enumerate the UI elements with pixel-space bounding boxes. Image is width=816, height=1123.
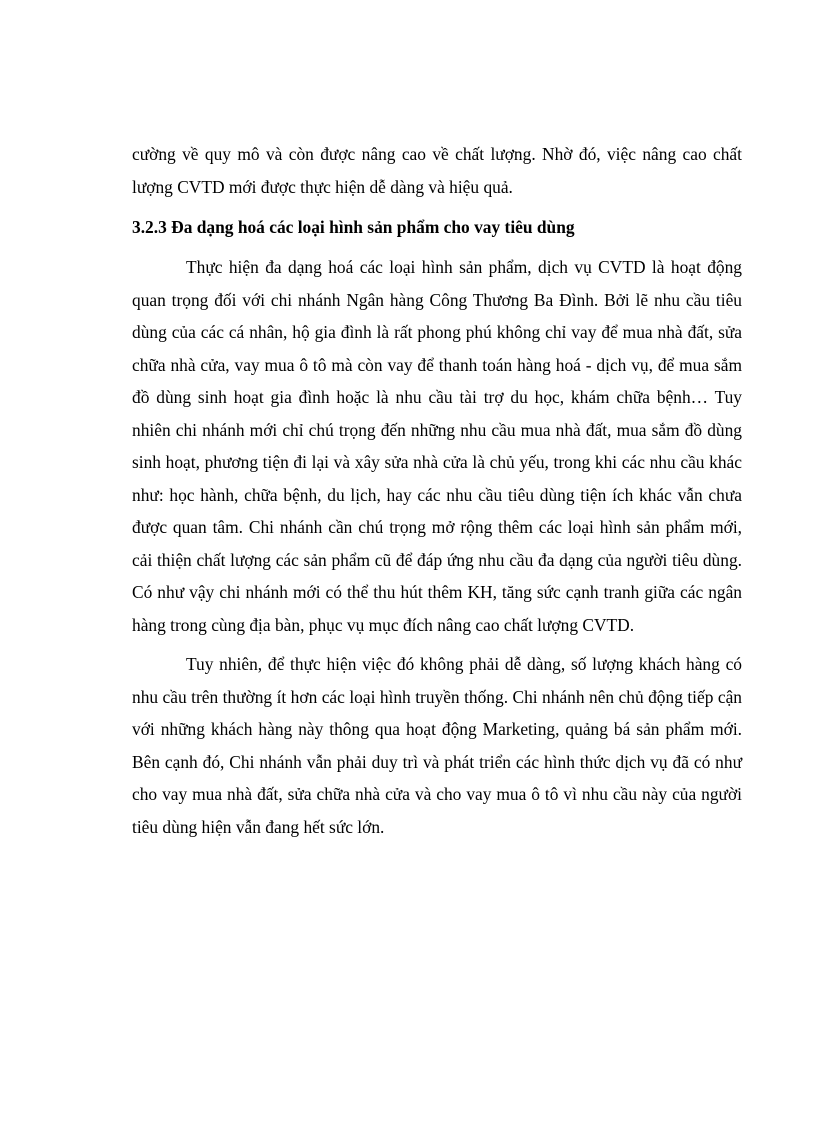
paragraph-continued: cường về quy mô và còn được nâng cao về chất lượng. Nhờ đó, việc nâng cao chất lượng CVTD mới được thực hiện dễ dàng và hiệu quả. xyxy=(132,144,742,197)
paragraph-spacer xyxy=(132,641,742,648)
paragraph-diversify-products: Thực hiện đa dạng hoá các loại hình sản phẩm, dịch vụ CVTD là hoạt động quan trọng đối với chi nhánh Ngân hàng Công Thương Ba Đình. Bởi lẽ nhu cầu tiêu dùng của các cá nhân, hộ gia đình là rất phong phú không chỉ vay để mua nhà đất, sửa chữa nhà cửa, vay mua ô tô mà còn vay để thanh toán hàng hoá - dịch vụ, để mua sắm đồ dùng sinh hoạt gia đình hoặc là nhu cầu tài trợ du học, khám chữa bệnh… Tuy nhiên chi nhánh mới chỉ chú trọng đến những nhu cầu mua nhà đất, mua sắm đồ dùng sinh hoạt, phương tiện đi lại và xây sửa nhà cửa là chủ yếu, trong khi các nhu cầu khác như: học hành, chữa bệnh, du lịch, hay các nhu cầu tiêu dùng tiện ích khác vẫn chưa được quan tâm. Chi nhánh cần chú trọng mở rộng thêm các loại hình sản phẩm mới, cải thiện chất lượng các sản phẩm cũ để đáp ứng nhu cầu đa dạng của người tiêu dùng. Có như vậy chi nhánh mới có thể thu hút thêm KH, tăng sức cạnh tranh giữa các ngân hàng trong cùng địa bàn, phục vụ mục đích nâng cao chất lượng CVTD. xyxy=(132,257,742,635)
paragraph-implementation: Tuy nhiên, để thực hiện việc đó không phải dễ dàng, số lượng khách hàng có nhu cầu trên thường ít hơn các loại hình truyền thống. Chi nhánh nên chủ động tiếp cận với những khách hàng này thông qua hoạt động Marketing, quảng bá sản phẩm mới. Bên cạnh đó, Chi nhánh vẫn phải duy trì và phát triển các hình thức dịch vụ đã có như cho vay mua nhà đất, sửa chữa nhà cửa và cho vay mua ô tô vì nhu cầu này của người tiêu dùng hiện vẫn đang hết sức lớn. xyxy=(132,654,742,837)
section-heading: 3.2.3 Đa dạng hoá các loại hình sản phẩm cho vay tiêu dùng xyxy=(132,217,575,237)
page-content xyxy=(132,138,742,843)
